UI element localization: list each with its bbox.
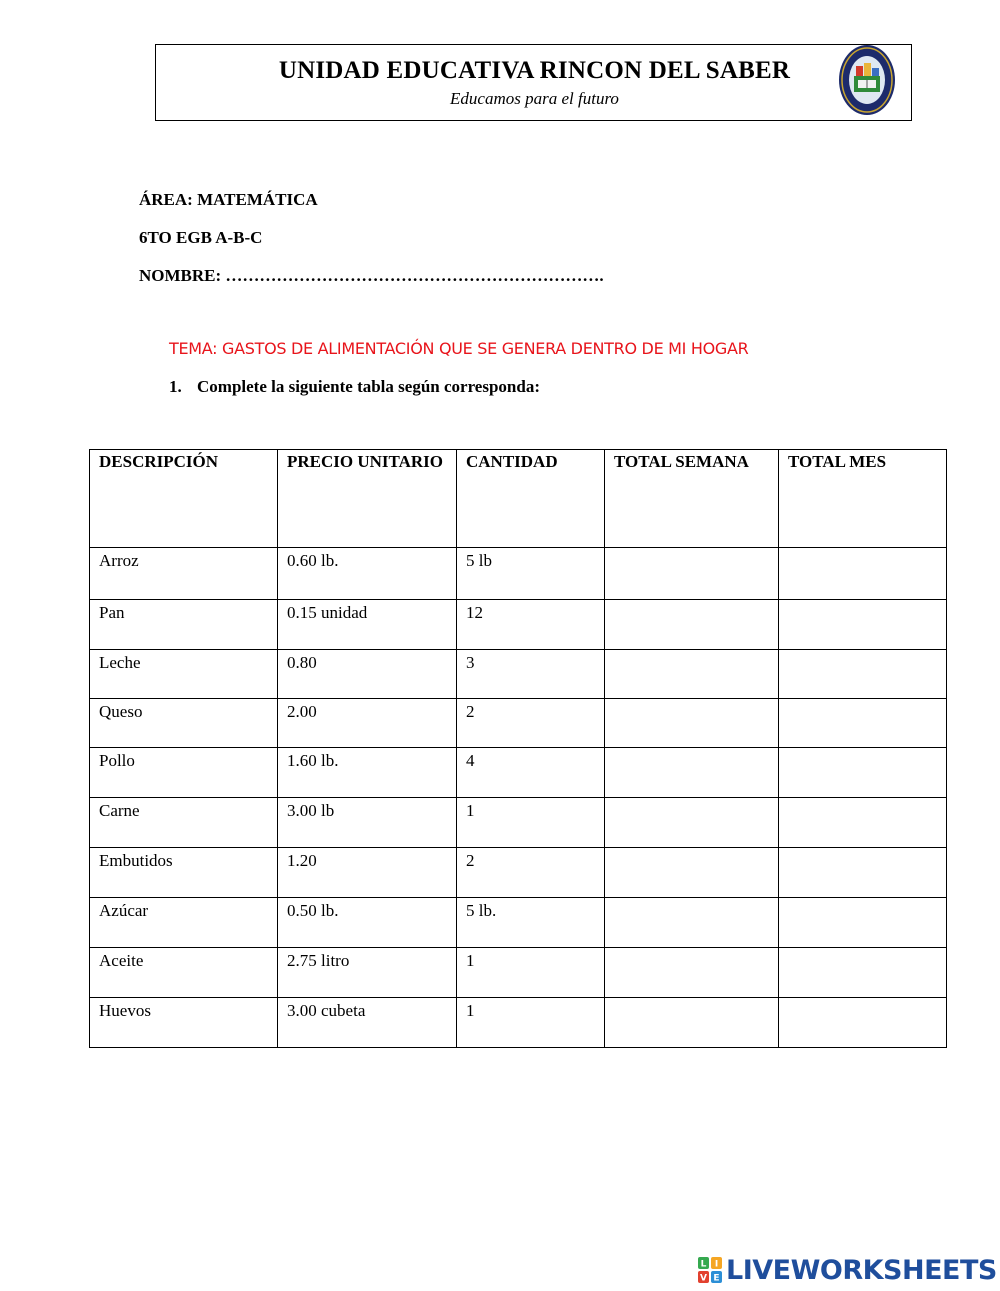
cell-total-month-input[interactable]	[779, 848, 947, 898]
instruction-number: 1.	[169, 377, 182, 396]
cell-quantity: 4	[457, 748, 605, 798]
header-unit-price: PRECIO UNITARIO	[278, 450, 457, 548]
cell-quantity: 12	[457, 600, 605, 650]
cell-description: Leche	[90, 650, 278, 699]
cell-description: Pollo	[90, 748, 278, 798]
table-row	[90, 848, 947, 898]
cell-price: 3.00 lb	[278, 798, 457, 848]
header-total-week: TOTAL SEMANA	[605, 450, 779, 548]
cell-total-week-input[interactable]	[605, 748, 779, 798]
liveworksheets-logo-icon	[698, 1257, 722, 1283]
cell-description: Carne	[90, 798, 278, 848]
school-seal-icon	[838, 44, 896, 116]
cell-description: Embutidos	[90, 848, 278, 898]
cell-quantity: 5 lb	[457, 548, 605, 600]
cell-quantity: 2	[457, 848, 605, 898]
cell-price: 2.75 litro	[278, 948, 457, 998]
table-row	[90, 948, 947, 998]
svg-text:E: E	[713, 1273, 720, 1283]
cell-price: 0.50 lb.	[278, 898, 457, 948]
cell-total-week-input[interactable]	[605, 650, 779, 699]
cell-total-week-input[interactable]	[605, 548, 779, 600]
svg-text:V: V	[700, 1273, 707, 1283]
cell-quantity: 1	[457, 798, 605, 848]
cell-description: Aceite	[90, 948, 278, 998]
header-description: DESCRIPCIÓN	[90, 450, 278, 548]
cell-quantity: 3	[457, 650, 605, 699]
cell-quantity: 2	[457, 699, 605, 748]
cell-price: 3.00 cubeta	[278, 998, 457, 1048]
cell-quantity: 1	[457, 998, 605, 1048]
table-row	[90, 548, 947, 600]
instruction	[169, 377, 540, 397]
cell-price: 0.60 lb.	[278, 548, 457, 600]
cell-total-month-input[interactable]	[779, 998, 947, 1048]
cell-description: Queso	[90, 699, 278, 748]
cell-quantity: 5 lb.	[457, 898, 605, 948]
cell-total-week-input[interactable]	[605, 798, 779, 848]
cell-description: Arroz	[90, 548, 278, 600]
cell-total-month-input[interactable]	[779, 699, 947, 748]
cell-total-week-input[interactable]	[605, 848, 779, 898]
cell-total-month-input[interactable]	[779, 600, 947, 650]
table-row	[90, 898, 947, 948]
cell-total-month-input[interactable]	[779, 798, 947, 848]
cell-price: 2.00	[278, 699, 457, 748]
grade-level: 6TO EGB A-B-C	[139, 228, 263, 247]
subject-area: ÁREA: MATEMÁTICA	[139, 190, 318, 209]
cell-description: Huevos	[90, 998, 278, 1048]
table-row	[90, 699, 947, 748]
liveworksheets-brand	[698, 1255, 997, 1285]
svg-text:L: L	[700, 1259, 707, 1270]
cell-total-month-input[interactable]	[779, 898, 947, 948]
brand-name: LIVEWORKSHEETS	[726, 1254, 997, 1286]
header-total-month: TOTAL MES	[779, 450, 947, 548]
school-motto: Educamos para el futuro	[450, 89, 619, 108]
table-row	[90, 998, 947, 1048]
cell-total-week-input[interactable]	[605, 600, 779, 650]
cell-price: 0.80	[278, 650, 457, 699]
table-header-row	[90, 450, 947, 548]
header-quantity: CANTIDAD	[457, 450, 605, 548]
cell-total-month-input[interactable]	[779, 548, 947, 600]
school-header	[155, 44, 912, 121]
worksheet-topic: TEMA: GASTOS DE ALIMENTACIÓN QUE SE GENERA DENTRO DE MI HOGAR	[169, 339, 749, 358]
table-row	[90, 650, 947, 699]
cell-total-week-input[interactable]	[605, 699, 779, 748]
instruction-text: Complete la siguiente tabla según corresponda:	[197, 377, 540, 396]
cell-total-week-input[interactable]	[605, 898, 779, 948]
cell-description: Azúcar	[90, 898, 278, 948]
expenses-table	[89, 449, 947, 1048]
table-row	[90, 798, 947, 848]
cell-description: Pan	[90, 600, 278, 650]
cell-total-month-input[interactable]	[779, 948, 947, 998]
school-name: UNIDAD EDUCATIVA RINCON DEL SABER	[278, 57, 791, 84]
cell-price: 1.60 lb.	[278, 748, 457, 798]
cell-quantity: 1	[457, 948, 605, 998]
cell-total-month-input[interactable]	[779, 650, 947, 699]
cell-total-week-input[interactable]	[605, 998, 779, 1048]
cell-price: 1.20	[278, 848, 457, 898]
cell-price: 0.15 unidad	[278, 600, 457, 650]
student-name-line: NOMBRE: ………………………………………………………….	[139, 266, 604, 285]
svg-text:I: I	[714, 1259, 719, 1270]
cell-total-month-input[interactable]	[779, 748, 947, 798]
table-row	[90, 748, 947, 798]
cell-total-week-input[interactable]	[605, 948, 779, 998]
table-row	[90, 600, 947, 650]
